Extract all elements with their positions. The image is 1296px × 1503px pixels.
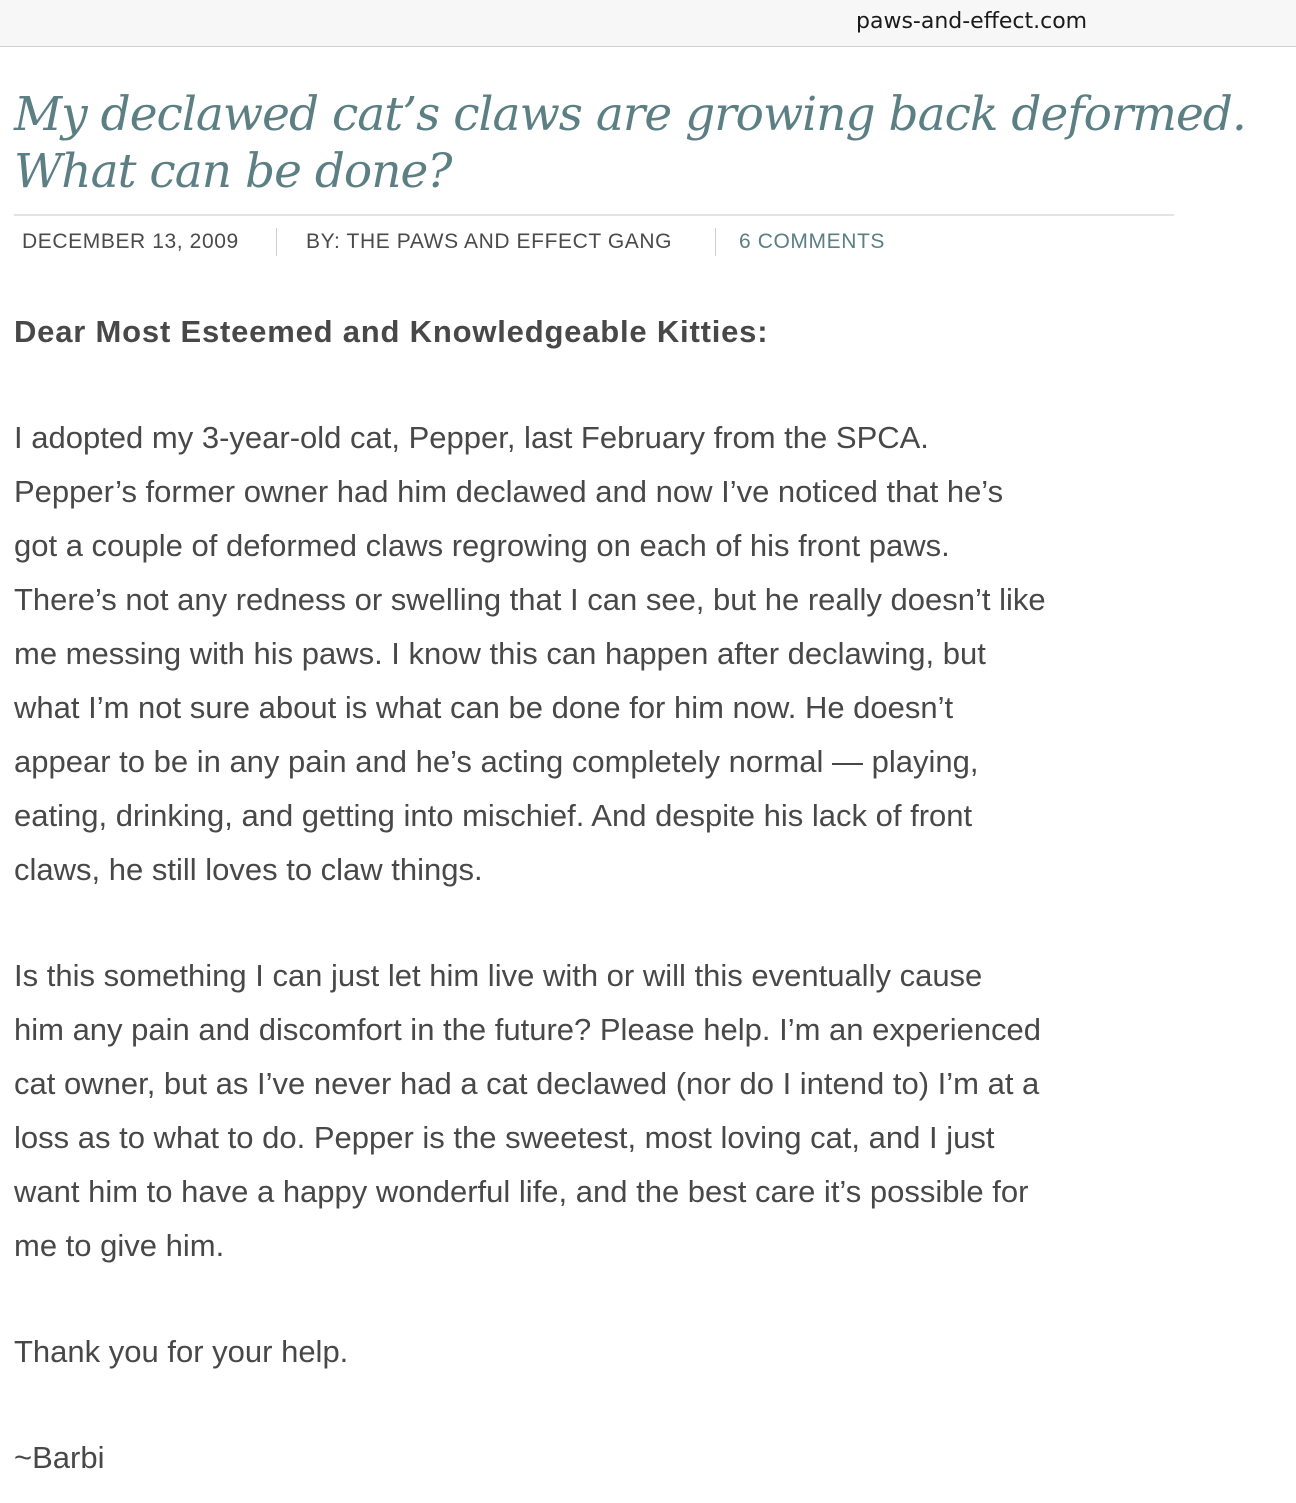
paragraph-line: Is this something I can just let him live with or will this eventually cause [14, 958, 983, 993]
paragraph-line: him any pain and discomfort in the future? Please help. I’m an experienced [14, 1012, 1042, 1047]
paragraph-line: got a couple of deformed claws regrowing on each of his front paws. [14, 528, 950, 563]
paragraph-line: what I’m not sure about is what can be done for him now. He doesn’t [14, 690, 954, 725]
paragraph-line: appear to be in any pain and he’s acting completely normal — playing, [14, 744, 979, 779]
paragraph-line: There’s not any redness or swelling that I can see, but he really doesn’t like [14, 582, 1046, 617]
comments-link[interactable]: 6 COMMENTS [739, 230, 886, 253]
article-title-line: My declawed cat’s claws are growing back deformed. [14, 87, 1246, 142]
paragraph-line: want him to have a happy wonderful life, and the best care it’s possible for [14, 1174, 1029, 1209]
paragraph-line: claws, he still loves to claw things. [14, 852, 483, 887]
post-date: DECEMBER 13, 2009 [22, 230, 239, 253]
paragraph-line: me messing with his paws. I know this can happen after declawing, but [14, 636, 986, 671]
letter-thanks: Thank you for your help. [14, 1334, 349, 1369]
browser-url-bar[interactable] [0, 0, 1296, 47]
paragraph-line: loss as to what to do. Pepper is the sweetest, most loving cat, and I just [14, 1120, 995, 1155]
paragraph-line: eating, drinking, and getting into mischief. And despite his lack of front [14, 798, 973, 833]
post-author: BY: THE PAWS AND EFFECT GANG [306, 230, 673, 253]
article-title [14, 86, 1246, 200]
letter-paragraph-2 [14, 949, 1184, 1273]
letter-signoff: ~Barbi [14, 1440, 105, 1475]
paragraph-line: I adopted my 3-year-old cat, Pepper, last February from the SPCA. [14, 420, 929, 455]
paragraph-line: cat owner, but as I’ve never had a cat declawed (nor do I intend to) I’m at a [14, 1066, 1040, 1101]
paragraph-line: Pepper’s former owner had him declawed and now I’ve noticed that he’s [14, 474, 1004, 509]
article-title-line: What can be done? [14, 144, 452, 199]
url-text[interactable]: paws-and-effect.com [856, 9, 1088, 34]
paragraph-line: me to give him. [14, 1228, 225, 1263]
meta-separator [276, 228, 277, 256]
meta-separator [715, 228, 716, 256]
title-divider [14, 214, 1174, 216]
letter-greeting: Dear Most Esteemed and Knowledgeable Kitties: [14, 314, 769, 349]
letter-paragraph-1 [14, 411, 1184, 897]
